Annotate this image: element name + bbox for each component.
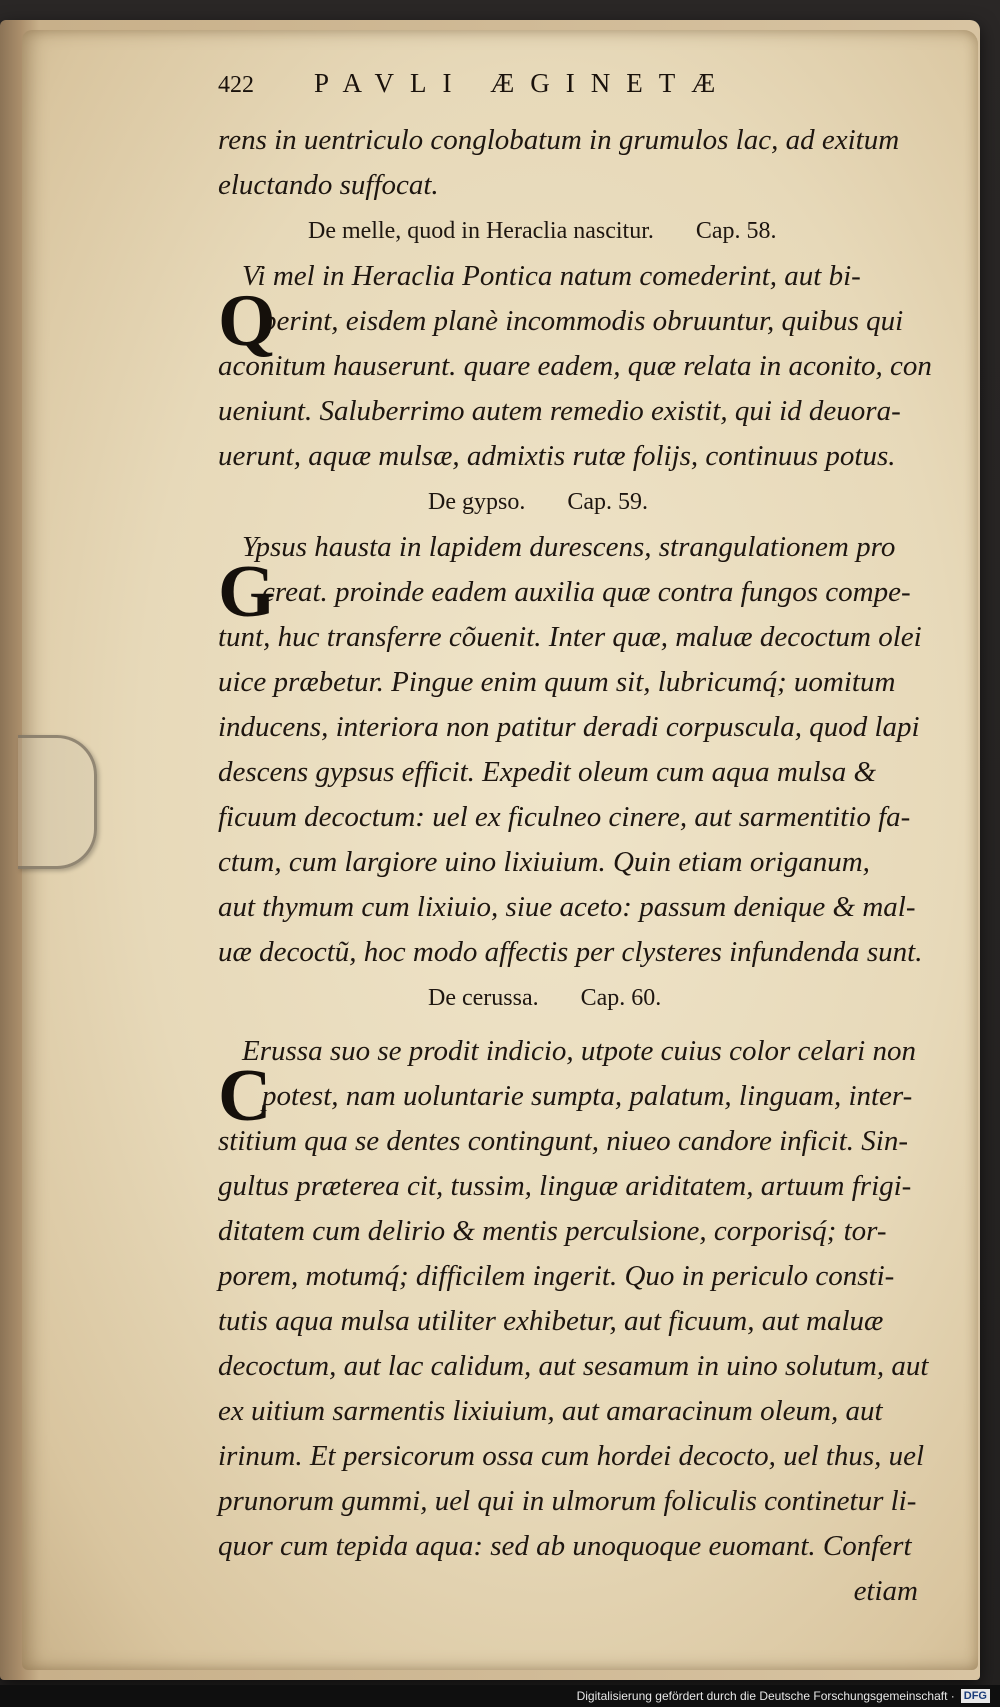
text-line: eluctando suffocat.: [218, 169, 439, 201]
text-line: ctum, cum largiore uino lixiuium. Quin etiam origanum,: [218, 846, 870, 878]
digitization-footer: [0, 1685, 1000, 1707]
page-text: [218, 68, 938, 1614]
catchword: etiam: [853, 1575, 918, 1607]
text-line: Ypsus hausta in lapidem durescens, strangulationem pro: [242, 531, 896, 563]
text-line: ficuum decoctum: uel ex ficulneo cinere, aut sarmentitio fa-: [218, 801, 911, 833]
text-line: rens in uentriculo conglobatum in grumulos lac, ad exitum: [218, 124, 900, 156]
text-line: descens gypsus efficit. Expedit oleum cum aqua mulsa &: [218, 756, 877, 788]
chapter-heading: [218, 208, 938, 254]
text-line: potest, nam uoluntarie sumpta, palatum, linguam, inter-: [262, 1080, 913, 1112]
text-line: ueniunt. Saluberrimo autem remedio existit, qui id deuora-: [218, 395, 901, 427]
chapter-number: Cap. 60.: [580, 985, 662, 1011]
text-line: ex uitium sarmentis lixiuium, aut amaracinum oleum, aut: [218, 1395, 883, 1427]
text-line: uerunt, aquæ mulsæ, admixtis rutæ folijs, continuus potus.: [218, 440, 896, 472]
text-line: inducens, interiora non patitur deradi corpuscula, quod lapi: [218, 711, 920, 743]
chapter-number: Cap. 59.: [567, 489, 648, 515]
chapter-body: [218, 1029, 938, 1569]
text-line: stitium qua se dentes contingunt, niueo candore inficit. Sin-: [218, 1125, 908, 1157]
text-line: irinum. Et persicorum ossa cum hordei decocto, uel thus, uel: [218, 1440, 925, 1472]
chapter-heading: [218, 975, 938, 1021]
drop-initial: G: [218, 551, 276, 633]
chapter-number: Cap. 58.: [695, 218, 777, 244]
text-line: Erussa suo se prodit indicio, utpote cuius color celari non: [242, 1035, 916, 1067]
text-line: tutis aqua mulsa utiliter exhibetur, aut ficuum, aut maluæ: [218, 1305, 884, 1337]
running-header: [218, 68, 938, 118]
page-number: 422: [218, 72, 254, 98]
chapter-heading: [218, 479, 938, 525]
dfg-logo: DFG: [961, 1689, 990, 1703]
text-line: uice præbetur. Pingue enim quum sit, lubricumq́; uomitum: [218, 666, 896, 698]
text-line: gultus præterea cit, tussim, linguæ ariditatem, artuum frigi-: [218, 1170, 912, 1202]
text-line: tunt, huc transferre cõuenit. Inter quæ, maluæ decoctum olei: [218, 621, 922, 653]
text-line: aconitum hauserunt. quare eadem, quæ relata in aconito, con: [218, 350, 932, 382]
chapter-body: [218, 525, 938, 975]
funding-credit: Digitalisierung gefördert durch die Deutsche Forschungsgemeinschaft ·: [576, 1689, 955, 1703]
drop-initial: C: [218, 1055, 272, 1137]
drop-initial: Q: [218, 280, 276, 362]
running-title: PAVLI ÆGINETÆ: [314, 68, 732, 98]
page-clip: [18, 735, 97, 869]
chapter-title: De melle, quod in Heraclia nascitur.: [308, 218, 654, 244]
chapter-body: [218, 254, 938, 479]
text-line: uæ decoctũ, hoc modo affectis per clysteres infundenda sunt.: [218, 936, 923, 968]
text-line: aut thymum cum lixiuio, siue aceto: passum denique & mal-: [218, 891, 916, 923]
chapter-title: De gypso.: [428, 489, 526, 515]
text-line: prunorum gummi, uel qui in ulmorum foliculis continetur li-: [218, 1485, 917, 1517]
text-line: quor cum tepida aqua: sed ab unoquoque euomant. Confert: [218, 1530, 912, 1562]
text-line: Vi mel in Heraclia Pontica natum comederint, aut bi-: [242, 260, 861, 292]
text-line: decoctum, aut lac calidum, aut sesamum in uino solutum, aut: [218, 1350, 929, 1382]
text-line: creat. proinde eadem auxilia quæ contra fungos compe-: [262, 576, 911, 608]
text-line: ditatem cum delirio & mentis perculsione, corporisq́; tor-: [218, 1215, 887, 1247]
chapter-title: De cerussa.: [428, 985, 539, 1011]
text-line: porem, motumq́; difficilem ingerit. Quo in periculo consti-: [218, 1260, 895, 1292]
text-line: berint, eisdem planè incommodis obruuntur, quibus qui: [262, 305, 904, 337]
